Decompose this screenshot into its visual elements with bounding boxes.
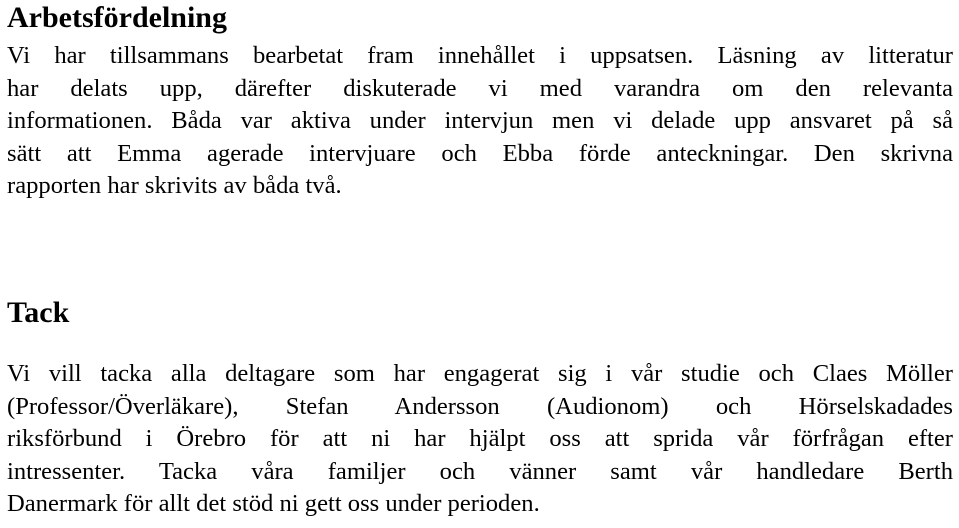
paragraph-line: rapporten har skrivits av båda två.: [7, 172, 342, 200]
paragraph-line: riksförbund i Örebro för att ni har hjälpt oss att sprida vår förfrågan efter: [7, 425, 953, 453]
paragraph-tack: [7, 358, 953, 521]
paragraph-arbetsfordelning: [7, 40, 953, 203]
paragraph-line: (Professor/Överläkare), Stefan Andersson (Audionom) och Hörselskadades: [7, 392, 953, 420]
section-heading-arbetsfordelning: Arbetsfördelning: [7, 1, 227, 34]
paragraph-line: intressenter. Tacka våra familjer och vänner samt vår handledare Berth: [7, 457, 953, 485]
section-heading-tack: Tack: [7, 296, 70, 329]
paragraph-line: Danermark för allt det stöd ni gett oss under perioden.: [7, 490, 540, 518]
paragraph-line: Vi vill tacka alla deltagare som har engagerat sig i vår studie och Claes Möller: [7, 360, 953, 387]
paragraph-line: informationen. Båda var aktiva under intervjun men vi delade upp ansvaret på så: [7, 107, 953, 135]
paragraph-line: har delats upp, därefter diskuterade vi med varandra om den relevanta: [7, 74, 953, 102]
paragraph-line: Vi har tillsammans bearbetat fram innehållet i uppsatsen. Läsning av litteratur: [7, 42, 953, 69]
paragraph-line: sätt att Emma agerade intervjuare och Ebba förde anteckningar. Den skrivna: [7, 139, 953, 167]
